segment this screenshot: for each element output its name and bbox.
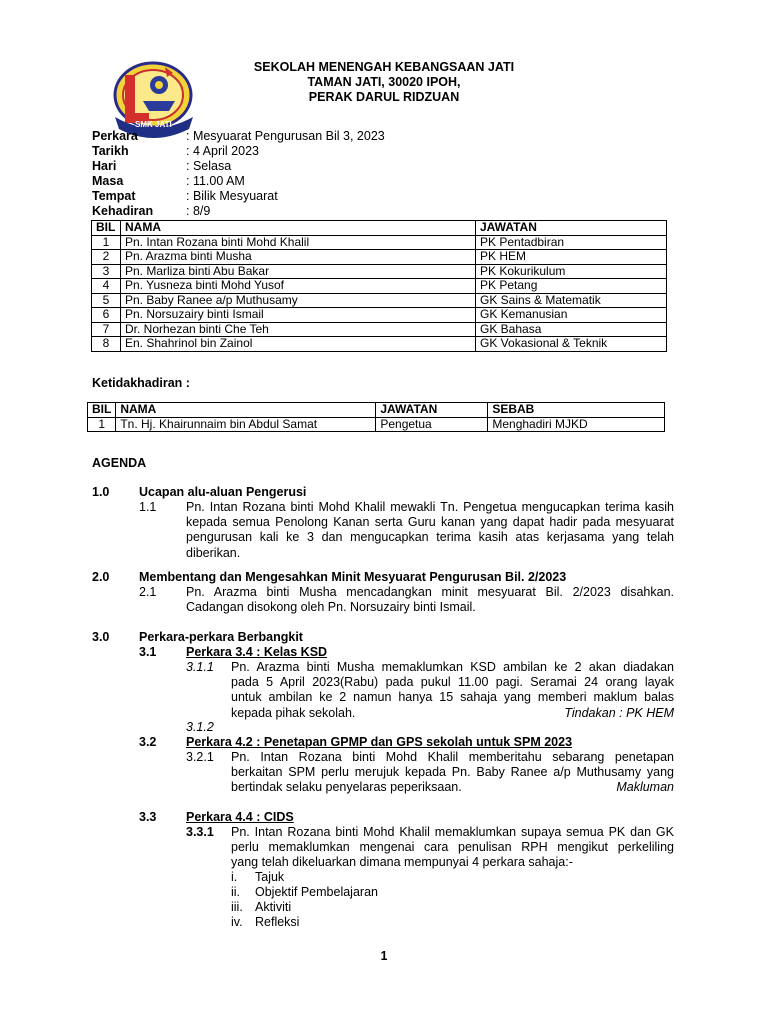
table-cell: 4 (92, 279, 121, 294)
list-marker: iii. (231, 900, 243, 914)
table-cell: 7 (92, 322, 121, 337)
table-cell: Pn. Intan Rozana binti Mohd Khalil (121, 235, 476, 250)
text-line: berkaitan SPM perlu merujuk kepada Pn. Baby Ranee a/p Muthusamy yang (231, 765, 674, 780)
column-header: BIL (88, 403, 116, 418)
text-line: yang telah dikeluarkan dimana mempunyai 4 perkara sahaja:- (231, 855, 573, 870)
column-header: JAWATAN (376, 403, 488, 418)
column-header: NAMA (116, 403, 376, 418)
table-cell: Pn. Norsuzairy binti Ismail (121, 308, 476, 323)
table-header-row (92, 221, 667, 236)
section-title: Perkara-perkara Berbangkit (139, 630, 303, 644)
table-cell: 8 (92, 337, 121, 352)
table-cell: Pn. Arazma binti Musha (121, 250, 476, 265)
text-line: Pn. Intan Rozana binti Mohd Khalil mewakli Tn. Pengetua mengucapkan terima kasih (186, 500, 674, 514)
text-line: Cadangan disokong oleh Pn. Norsuzairy binti Ismail. (186, 600, 476, 615)
table-cell: Menghadiri MJKD (488, 417, 665, 432)
list-text: Aktiviti (255, 900, 292, 914)
text-line: Pn. Intan Rozana binti Mohd Khalil memberitahu sebarang penetapan (231, 750, 674, 764)
subsection-number: 2.1 (139, 585, 157, 599)
text-line: pada 5 April 2023(Rabu) pada pukul 11.00 pagi. Seramai 24 orang layak (231, 675, 674, 690)
action-note: Makluman (616, 780, 674, 794)
subitem-number: 3.2.1 (186, 750, 214, 764)
item-title: Perkara 4.4 : CIDS (186, 810, 294, 824)
meta-label: Tempat (92, 189, 136, 203)
meta-value: : Selasa (186, 159, 232, 173)
table-cell: GK Vokasional & Teknik (476, 337, 667, 352)
subsection-text (186, 585, 674, 615)
meta-value: : 4 April 2023 (186, 144, 259, 158)
list-item (231, 870, 284, 884)
meta-label: Perkara (92, 129, 138, 143)
list-text: Tajuk (255, 870, 285, 884)
list-marker: i. (231, 870, 238, 884)
text-line: pengurusan kali ke 3 dan mengucapkan terima kasih atas kerjasama yang telah (186, 530, 674, 545)
item-title: Perkara 3.4 : Kelas KSD (186, 645, 328, 659)
table-row (92, 322, 667, 337)
table-cell: 1 (92, 235, 121, 250)
table-header-row (88, 403, 665, 418)
list-text: Refleksi (255, 915, 300, 929)
table-cell: Tn. Hj. Khairunnaim bin Abdul Samat (116, 417, 376, 432)
table-cell: 5 (92, 293, 121, 308)
text-line: Pn. Arazma binti Musha memaklumkan KSD ambilan ke 2 akan diadakan (231, 660, 674, 674)
subitem-text (231, 825, 674, 871)
section-number: 1.0 (92, 485, 110, 499)
list-marker: ii. (231, 885, 241, 899)
text-line: kepada semua Penolong Kanan serta Guru kanan yang dapat hadir pada mesyuarat (186, 515, 674, 530)
table-cell: Pengetua (376, 417, 488, 432)
item-title: Perkara 4.2 : Penetapan GPMP dan GPS sekolah untuk SPM 2023 (186, 735, 573, 749)
text-line: kepada pihak sekolah. (231, 705, 356, 720)
subitem-number: 3.1.1 (186, 660, 214, 674)
table-row (88, 417, 665, 432)
absence-title: Ketidakhadiran : (92, 376, 190, 390)
text-line: diberikan. (186, 545, 241, 560)
section-title: Membentang dan Mengesahkan Minit Mesyuarat Pengurusan Bil. 2/2023 (139, 570, 567, 584)
table-cell: Dr. Norhezan binti Che Teh (121, 322, 476, 337)
subsection-number: 1.1 (139, 500, 157, 514)
table-row (92, 293, 667, 308)
list-item (231, 915, 299, 929)
table-cell: 3 (92, 264, 121, 279)
column-header: NAMA (121, 221, 476, 236)
section-number: 2.0 (92, 570, 110, 584)
table-row (92, 235, 667, 250)
meta-label: Kehadiran (92, 204, 154, 218)
list-text: Objektif Pembelajaran (255, 885, 378, 899)
table-cell: 1 (88, 417, 116, 432)
absence-table (87, 402, 665, 432)
table-row (92, 264, 667, 279)
subsection-text (186, 500, 674, 561)
item-number: 3.2 (139, 735, 157, 749)
action-note: Tindakan : PK HEM (564, 706, 674, 720)
table-cell: Pn. Marliza binti Abu Bakar (121, 264, 476, 279)
school-address-line2: PERAK DARUL RIDZUAN (308, 90, 460, 104)
table-cell: En. Shahrinol bin Zainol (121, 337, 476, 352)
table-cell: 2 (92, 250, 121, 265)
school-name: SEKOLAH MENENGAH KEBANGSAAN JATI (253, 60, 515, 74)
list-marker: iv. (231, 915, 243, 929)
table-cell: GK Sains & Matematik (476, 293, 667, 308)
meta-value: : 11.00 AM (186, 174, 245, 188)
table-cell: PK Petang (476, 279, 667, 294)
table-cell: PK Kokurikulum (476, 264, 667, 279)
section-title: Ucapan alu-aluan Pengerusi (139, 485, 307, 499)
agenda-title: AGENDA (92, 456, 147, 470)
list-item (231, 900, 291, 914)
school-address-line1: TAMAN JATI, 30020 IPOH, (307, 75, 461, 89)
table-cell: Pn. Baby Ranee a/p Muthusamy (121, 293, 476, 308)
text-line: bertindak selaku penyelaras peperiksaan. (231, 780, 462, 795)
table-cell: PK Pentadbiran (476, 235, 667, 250)
meta-label: Tarikh (92, 144, 129, 158)
table-row (92, 337, 667, 352)
text-line: perlu memaklumkan mengenai cara penulisan RPH mengikut perkeliling (231, 840, 674, 855)
page-number: 1 (380, 949, 388, 963)
meta-value: : 8/9 (186, 204, 211, 218)
text-line: Pn. Intan Rozana binti Mohd Khalil memaklumkan supaya semua PK dan GK (231, 825, 674, 839)
column-header: SEBAB (488, 403, 665, 418)
table-cell: 6 (92, 308, 121, 323)
logo-text: SMK JATI (135, 120, 172, 129)
table-cell: GK Bahasa (476, 322, 667, 337)
text-line: untuk ambilan ke 2 namun hanya 15 sahaja yang memberi maklum balas (231, 690, 674, 705)
item-number: 3.3 (139, 810, 157, 824)
table-row (92, 250, 667, 265)
meta-label: Hari (92, 159, 117, 173)
subitem-number: 3.1.2 (186, 720, 214, 734)
table-cell: PK HEM (476, 250, 667, 265)
table-cell: GK Kemanusian (476, 308, 667, 323)
table-row (92, 308, 667, 323)
subitem-number: 3.3.1 (186, 825, 214, 839)
meta-value: : Mesyuarat Pengurusan Bil 3, 2023 (186, 129, 385, 143)
column-header: BIL (92, 221, 121, 236)
text-line: Pn. Arazma binti Musha mencadangkan minit mesyuarat Bil. 2/2023 disahkan. (186, 585, 674, 599)
table-row (92, 279, 667, 294)
list-item (231, 885, 378, 899)
table-cell: Pn. Yusneza binti Mohd Yusof (121, 279, 476, 294)
meta-label: Masa (92, 174, 124, 188)
column-header: JAWATAN (476, 221, 667, 236)
attendance-table (91, 220, 667, 352)
meta-value: : Bilik Mesyuarat (186, 189, 278, 203)
section-number: 3.0 (92, 630, 110, 644)
item-number: 3.1 (139, 645, 157, 659)
